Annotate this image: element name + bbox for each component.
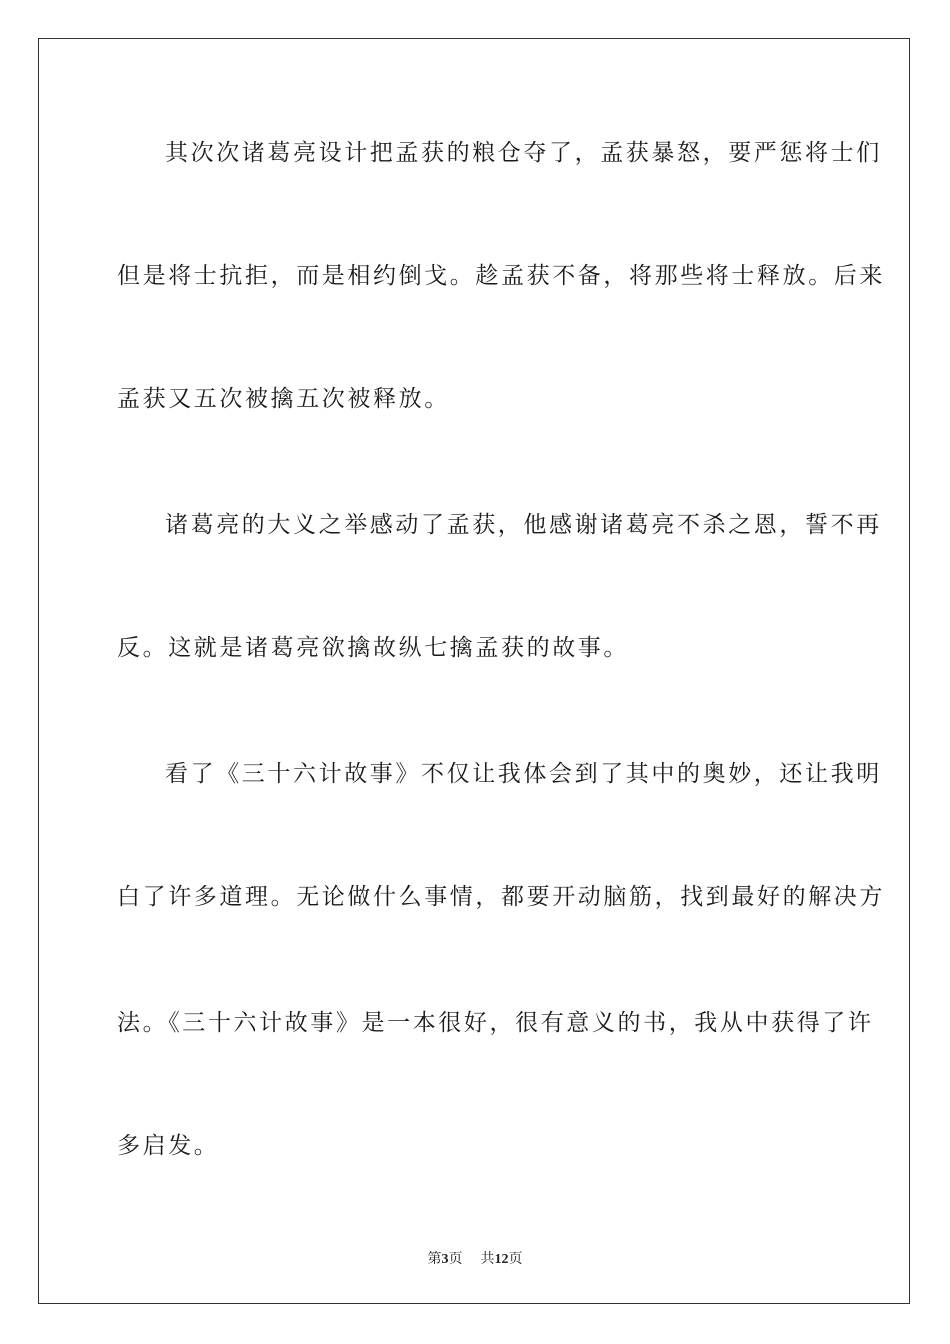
- text-line: 孟获又五次被擒五次被释放。: [117, 386, 450, 412]
- text-line: 反。这就是诸葛亮欲擒故纵七擒孟获的故事。: [117, 635, 629, 661]
- text-line: 看了《三十六计故事》不仅让我体会到了其中的奥妙，还让我明: [165, 761, 882, 787]
- text-line: 其次次诸葛亮设计把孟获的粮仓夺了，孟获暴怒，要严惩将士们: [165, 140, 882, 166]
- page-border: [38, 38, 910, 1304]
- text-line: 诸葛亮的大义之举感动了孟获，他感谢诸葛亮不杀之恩，誓不再: [165, 512, 882, 538]
- current-page-number: 3: [441, 1252, 449, 1267]
- text-line: 多启发。: [117, 1133, 220, 1159]
- total-prefix: 共: [480, 1252, 495, 1267]
- text-line: 但是将士抗拒，而是相约倒戈。趁孟获不备，将那些将士释放。后来: [117, 263, 885, 289]
- total-suffix: 页: [508, 1252, 523, 1267]
- total-pages-number: 12: [494, 1252, 509, 1267]
- text-line: 法。《三十六计故事》是一本很好，很有意义的书，我从中获得了许: [117, 1010, 874, 1036]
- page-suffix: 页: [448, 1252, 463, 1267]
- page-number-footer: [0, 1248, 950, 1268]
- text-line: 白了许多道理。无论做什么事情，都要开动脑筋，找到最好的解决方: [117, 884, 885, 910]
- page-prefix: 第: [427, 1252, 442, 1267]
